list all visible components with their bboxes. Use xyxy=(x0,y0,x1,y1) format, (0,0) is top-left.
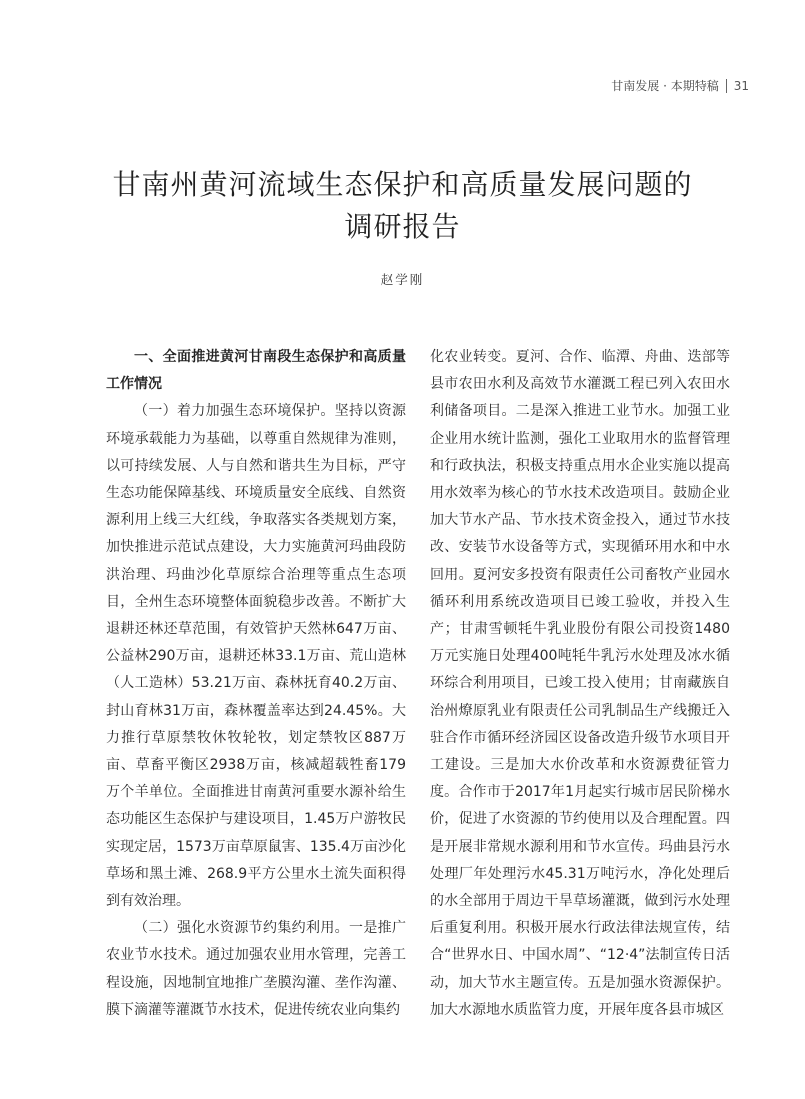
paragraph: （二）强化水资源节约集约利用。一是推广农业节水技术。通过加强农业用水管理，完善工程设施，因地制宜地推广垄膜沟灌、垄作沟灌、膜下滴灌等灌溉节水技术，促进传统农业向集约 xyxy=(106,920,406,1018)
left-column xyxy=(106,344,406,1024)
section-heading: 一、全面推进黄河甘南段生态保护和高质量工作情况 xyxy=(106,349,406,393)
paragraph: （一）着力加强生态环境保护。坚持以资源环境承载能力为基础，以尊重自然规律为准则，以可持续发展、人与自然和谐共生为目标，严守生态功能保障基线、环境质量安全底线、自然资源利用上线三大红线，争取落实各类规划方案，加快推进示范试点建设，大力实施黄河玛曲段防洪治理、玛曲沙化草原综合治理等重点生态项目，全州生态环境整体面貌稳步改善。不断扩大退耕还林还草范围，有效管护天然林647万亩、公益林290万亩，退耕还林33.1万亩、荒山造林（人工造林）53.21万亩、森林抚育40.2万亩、封山育林31万亩，森林覆盖率达到24.45%。大力推行草原禁牧休牧轮牧，划定禁牧区887万亩、草畜平衡区2938万亩，核减超载牲畜179万个羊单位。全面推进甘南黄河重要水源补给生态功能区生态保护与建设项目，1.45万户游牧民实现定居，1573万亩草原鼠害、135.4万亩沙化草场和黑土滩、268.9平方公里水土流失面积得到有效治理。 xyxy=(106,403,406,910)
page-number: 31 xyxy=(733,78,749,93)
title-line-2: 调研报告 xyxy=(344,210,461,243)
author-name: 赵学刚 xyxy=(380,272,425,287)
paragraph: 化农业转变。夏河、合作、临潭、舟曲、迭部等县市农田水利及高效节水灌溉工程已列入农田水利储备项目。二是深入推进工业节水。加强工业企业用水统计监测，强化工业取用水的监督管理和行政执法，积极支持重点用水企业实施以提高用水效率为核心的节水技术改造项目。鼓励企业加大节水产品、节水技术资金投入，通过节水技改、安装节水设备等方式，实现循环用水和中水回用。夏河安多投资有限责任公司畜牧产业园水循环利用系统改造项目已竣工验收，并投入生产；甘肃雪顿牦牛乳业股份有限公司投资1480万元实施日处理400吨牦牛乳污水处理及冰水循环综合利用项目，已竣工投入使用；甘南藏族自治州燎原乳业有限责任公司乳制品生产线搬迁入驻合作市循环经济园区设备改造升级节水项目开工建设。三是加大水价改革和水资源费征管力度。合作市于2017年1月起实行城市居民阶梯水价，促进了水资源的节约使用以及合理配置。四是开展非常规水源利用和节水宣传。玛曲县污水处理厂年处理污水45.31万吨污水，净化处理后的水全部用于周边干旱草场灌溉，做到污水处理后重复利用。积极开展水行政法律法规宣传，结合“世界水日、中国水周”、“12·4”法制宣传日活动，加大节水主题宣传。五是加强水资源保护。加大水源地水质监管力度，开展年度各县市城区 xyxy=(430,349,730,1018)
title-line-1: 甘南州黄河流域生态保护和高质量发展问题的 xyxy=(112,168,693,201)
article-title xyxy=(0,164,805,248)
running-header xyxy=(611,77,749,94)
header-divider xyxy=(726,79,727,93)
section-label: 甘南发展 · 本期特稿 xyxy=(611,79,719,93)
right-column xyxy=(430,344,730,1024)
